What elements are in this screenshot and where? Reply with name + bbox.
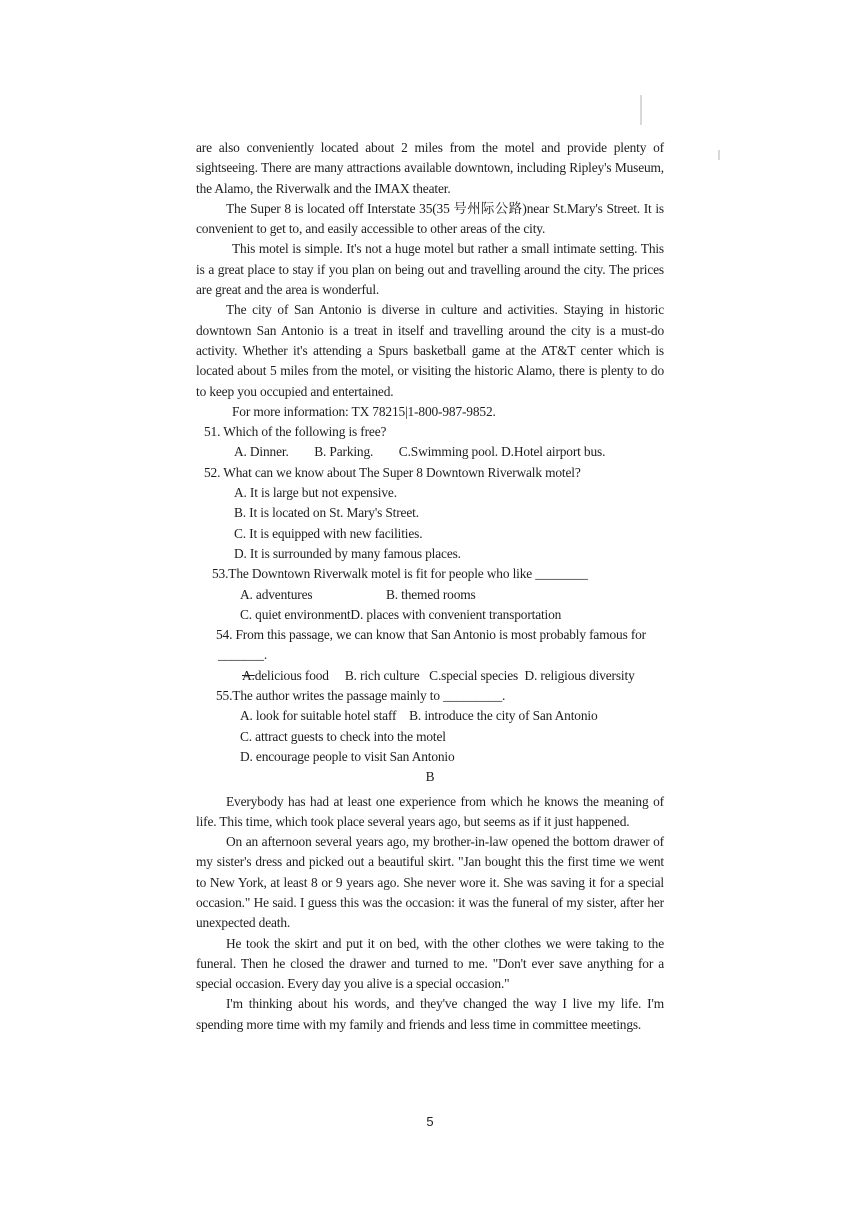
paragraph: I'm thinking about his words, and they've changed the way I live my life. I'm spending more time with my family and friends and less time in committee meetings. <box>196 996 664 1032</box>
question-53-options-ab: A. adventures B. themed rooms <box>240 586 476 602</box>
page-number: 5 <box>426 1114 434 1129</box>
question-55-option-d: D. encourage people to visit San Antonio <box>240 748 455 764</box>
question-52-option-d: D. It is surrounded by many famous places. <box>234 545 461 561</box>
paragraph: He took the skirt and put it on bed, with the other clothes we were taking to the funeral. Then he closed the drawer and turned to me. "Don't ever save anything for a special occasion. Every day you alive is a special occasion." <box>196 935 664 992</box>
section-heading-b: B <box>425 769 435 785</box>
question-55-stem: 55.The author writes the passage mainly to _________. <box>216 688 506 704</box>
question-52-option-a: A. It is large but not expensive. <box>234 485 397 501</box>
question-53-options-cd: C. quiet environmentD. places with convenient transportation <box>240 606 562 622</box>
question-51-options: A. Dinner. B. Parking. C.Swimming pool. D.Hotel airport bus. <box>234 444 606 460</box>
question-55-option-c: C. attract guests to check into the motel <box>240 728 446 744</box>
paragraph: On an afternoon several years ago, my brother-in-law opened the bottom drawer of my sister's dress and picked out a beautiful skirt. "Jan bought this the first time we went to New York, at least 8 or 9 years ago. She never wore it. She was saving it for a special occasion." He said. I guess this was the occasion: it was the funeral of my sister, after her unexpected death. <box>196 834 664 931</box>
question-52-option-b: B. It is located on St. Mary's Street. <box>234 505 419 521</box>
paragraph: The Super 8 is located off Interstate 35(35 号州际公路)near St.Mary's Street. It is convenient to get to, and easily accessible to other areas of the city. <box>196 200 664 237</box>
question-54-stem: 54. From this passage, we can know that San Antonio is most probably famous for <box>216 627 646 643</box>
paragraph: The city of San Antonio is diverse in culture and activities. Staying in historic downtown San Antonio is a treat in itself and travelling around the city is a must-do activity. Whether it's attending a Spurs basketball game at the AT&T center which is located about 5 miles from the motel, or visiting the historic Alamo, there is plenty to do to keep you occupied and entertained. <box>196 302 664 399</box>
question-52-option-c: C. It is equipped with new facilities. <box>234 525 423 541</box>
question-54-options-text: delicious food B. rich culture C.special species D. religious diversity <box>254 667 635 683</box>
paragraph: Everybody has had at least one experience from which he knows the meaning of life. This time, which took place several years ago, but seems as if it just happened. <box>196 793 664 829</box>
contact-info: For more information: TX 78215|1-800-987-9852. <box>232 403 496 419</box>
scan-mark <box>640 95 642 125</box>
question-52-stem: 52. What can we know about The Super 8 Downtown Riverwalk motel? <box>204 464 581 480</box>
question-54-option-a-marker: A. <box>242 667 255 683</box>
paragraph: are also conveniently located about 2 miles from the motel and provide plenty of sightseeing. There are many attractions available downtown, including Ripley's Museum, the Alamo, the Riverwalk and the IMAX theater. <box>196 140 664 196</box>
question-54-options <box>196 666 664 686</box>
page-content <box>196 138 664 1035</box>
question-55-options-ab: A. look for suitable hotel staff B. introduce the city of San Antonio <box>240 708 598 724</box>
scan-mark <box>718 150 720 160</box>
question-54-blank: _______. <box>218 647 268 663</box>
paragraph: This motel is simple. It's not a huge motel but rather a small intimate setting. This is a great place to stay if you plan on being out and travelling around the city. The prices are great and the area is wonderful. <box>196 241 664 298</box>
question-53-stem: 53.The Downtown Riverwalk motel is fit for people who like ________ <box>212 566 588 582</box>
question-51-stem: 51. Which of the following is free? <box>204 424 387 440</box>
